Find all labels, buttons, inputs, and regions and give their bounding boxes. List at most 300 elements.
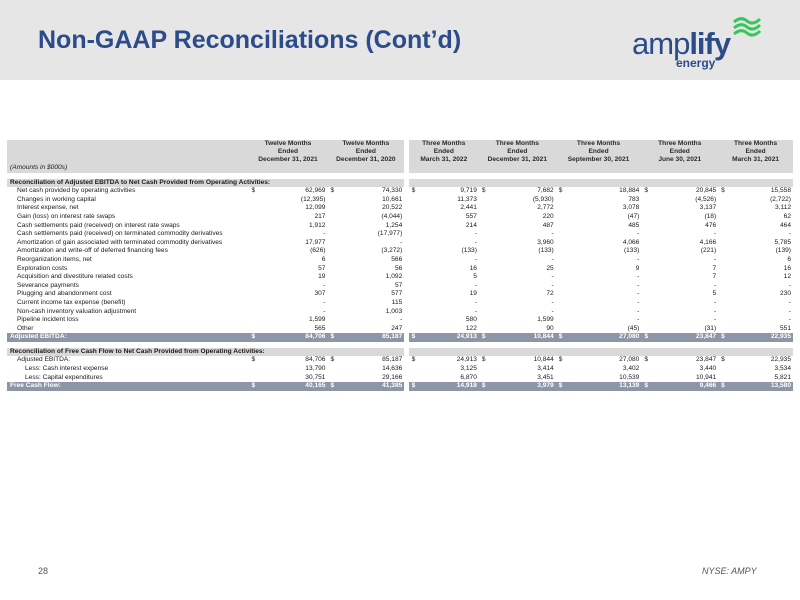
value-cell: (4,526)	[695, 195, 717, 203]
dollar-sign	[479, 239, 488, 248]
table-row	[7, 230, 793, 239]
value-cell: 15,558	[770, 187, 791, 195]
dollar-sign	[327, 265, 336, 274]
value-cell: 577	[391, 290, 403, 298]
value-cell: -	[713, 298, 717, 306]
value-cell: 12	[783, 273, 791, 281]
value-cell: 23,847	[696, 356, 717, 364]
dollar-sign	[248, 365, 257, 374]
dollar-sign	[327, 247, 336, 256]
value-cell: 485	[628, 221, 640, 229]
value-cell: 1,092	[385, 273, 403, 281]
row-label: Cash settlements paid (received) on terminated commodity derivatives	[17, 230, 223, 238]
dollar-sign	[556, 239, 565, 248]
dollar-sign	[479, 308, 488, 317]
dollar-sign	[409, 290, 418, 299]
row-label: Net cash provided by operating activities	[17, 187, 136, 195]
value-cell: 1,254	[385, 221, 403, 229]
value-cell: (47)	[627, 212, 640, 220]
dollar-sign	[409, 222, 418, 231]
value-cell: -	[474, 281, 477, 289]
row-label: Plugging and abandonment cost	[17, 290, 112, 298]
dollar-sign	[327, 273, 336, 282]
dollar-sign	[641, 290, 650, 299]
value-cell: 24,913	[456, 356, 477, 364]
value-cell: 5,785	[774, 238, 791, 246]
value-cell: 247	[391, 324, 403, 332]
value-cell: 57	[318, 264, 326, 272]
dollar-sign	[327, 230, 336, 239]
value-cell: 57	[394, 281, 403, 289]
dollar-sign	[248, 282, 257, 291]
dollar-sign: $	[409, 382, 418, 391]
value-cell: -	[323, 281, 326, 289]
value-cell: 72	[546, 290, 554, 298]
value-cell: 1,003	[385, 307, 403, 315]
row-label: Reorganization items, net	[17, 255, 92, 263]
value-cell: 27,080	[619, 356, 640, 364]
value-cell: 85,187	[382, 356, 403, 364]
table-row	[7, 213, 793, 222]
empty-cell	[718, 164, 793, 173]
table-row	[7, 239, 793, 248]
value-cell: (31)	[704, 324, 717, 332]
value-cell: 307	[314, 290, 326, 298]
dollar-sign	[409, 308, 418, 317]
table-row	[7, 204, 793, 213]
dollar-sign	[718, 365, 727, 374]
dollar-sign	[479, 282, 488, 291]
dollar-sign	[556, 230, 565, 239]
value-cell: (3,272)	[381, 247, 403, 255]
dollar-sign	[479, 316, 488, 325]
value-cell: 551	[779, 324, 791, 332]
value-cell: 3,534	[774, 365, 791, 373]
dollar-sign	[248, 256, 257, 265]
value-cell: 3,960	[537, 238, 554, 246]
table-row	[7, 256, 793, 265]
dollar-sign: $	[327, 333, 336, 342]
column-header: Three Months	[556, 140, 642, 148]
empty-cell	[718, 179, 793, 188]
empty-cell	[327, 164, 404, 173]
value-cell: -	[637, 298, 640, 306]
value-cell: 1,599	[308, 316, 326, 324]
empty-cell	[248, 164, 327, 173]
dollar-sign	[556, 222, 565, 231]
value-cell: 2,772	[537, 204, 554, 212]
dollar-sign	[718, 282, 727, 291]
column-header: Twelve Months	[327, 140, 404, 148]
dollar-sign: $	[327, 382, 336, 391]
dollar-sign	[248, 299, 257, 308]
dollar-sign	[327, 316, 336, 325]
column-header: Ended	[641, 148, 718, 156]
value-cell: 2,441	[460, 204, 477, 212]
dollar-sign: $	[248, 333, 257, 342]
value-cell: 22,935	[770, 356, 791, 364]
value-cell: (12,395)	[300, 195, 326, 203]
column-header: September 30, 2021	[556, 156, 642, 164]
column-header: December 31, 2021	[248, 156, 327, 164]
table-row	[7, 290, 793, 299]
dollar-sign	[718, 204, 727, 213]
value-cell: 84,706	[305, 356, 326, 364]
row-label: Adjusted EBITDA:	[7, 333, 248, 342]
dollar-sign	[641, 299, 650, 308]
empty-cell	[409, 179, 479, 188]
value-cell: 565	[314, 324, 326, 332]
table-row	[7, 308, 793, 317]
value-cell: -	[713, 230, 717, 238]
value-cell: -	[637, 290, 640, 298]
dollar-sign	[718, 196, 727, 205]
value-cell: 10,539	[619, 373, 640, 381]
value-cell: 23,847	[650, 333, 718, 342]
value-cell: -	[788, 307, 791, 315]
dollar-sign	[409, 204, 418, 213]
header-band	[0, 0, 800, 80]
dollar-sign: $	[330, 187, 335, 195]
dollar-sign	[641, 247, 650, 256]
dollar-sign	[248, 239, 257, 248]
value-cell: (17,977)	[377, 230, 403, 238]
dollar-sign	[718, 299, 727, 308]
value-cell: -	[551, 255, 554, 263]
value-cell: (5,930)	[532, 195, 554, 203]
dollar-sign	[409, 273, 418, 282]
value-cell: -	[551, 230, 554, 238]
row-label: Other	[17, 324, 34, 332]
dollar-sign	[641, 265, 650, 274]
value-cell: 7	[712, 273, 717, 281]
value-cell: -	[323, 307, 326, 315]
value-cell: 3,979	[488, 382, 556, 391]
dollar-sign: $	[411, 356, 416, 364]
value-cell: -	[788, 316, 791, 324]
dollar-sign	[248, 273, 257, 282]
dollar-sign	[556, 196, 565, 205]
dollar-sign	[641, 230, 650, 239]
value-cell: 214	[465, 221, 477, 229]
value-cell: 16	[783, 264, 791, 272]
dollar-sign	[556, 325, 565, 334]
value-cell: 5	[712, 290, 717, 298]
value-cell: 11,373	[457, 195, 477, 203]
dollar-sign	[718, 265, 727, 274]
dollar-sign	[479, 247, 488, 256]
dollar-sign	[479, 365, 488, 374]
amounts-note: (Amounts in $000s)	[7, 164, 248, 173]
dollar-sign	[641, 222, 650, 231]
value-cell: 9	[635, 264, 640, 272]
value-cell: 9,719	[460, 187, 477, 195]
logo-subtext: energy	[676, 56, 716, 70]
dollar-sign	[556, 308, 565, 317]
dollar-sign	[327, 204, 336, 213]
value-cell: 4,066	[622, 238, 640, 246]
value-cell: 5,821	[774, 373, 791, 381]
value-cell: -	[637, 316, 640, 324]
dollar-sign	[327, 196, 336, 205]
dollar-sign	[556, 265, 565, 274]
column-header: Three Months	[409, 140, 479, 148]
value-cell: (221)	[700, 247, 717, 255]
value-cell: 3,078	[622, 204, 640, 212]
dollar-sign	[409, 239, 418, 248]
dollar-sign	[248, 247, 257, 256]
value-cell: 217	[314, 212, 326, 220]
ticker-label: NYSE: AMPY	[702, 566, 757, 576]
value-cell: 17,977	[305, 238, 326, 246]
dollar-sign: $	[251, 356, 256, 364]
dollar-sign	[479, 265, 488, 274]
column-header: March 31, 2021	[718, 156, 793, 164]
dollar-sign	[327, 374, 336, 383]
value-cell: 27,080	[565, 333, 642, 342]
dollar-sign: $	[411, 187, 416, 195]
dollar-sign: $	[644, 356, 649, 364]
dollar-sign	[248, 222, 257, 231]
column-header: Ended	[556, 148, 642, 156]
amounts-note-row	[7, 164, 793, 173]
table-row	[7, 247, 793, 256]
value-cell: -	[474, 307, 477, 315]
value-cell: -	[713, 307, 717, 315]
dollar-sign	[409, 265, 418, 274]
row-label: Interest expense, net	[17, 204, 79, 212]
dollar-sign	[409, 213, 418, 222]
value-cell: -	[637, 273, 640, 281]
reconciliation-table-container	[7, 140, 793, 391]
table-row	[7, 187, 793, 196]
dollar-sign	[479, 222, 488, 231]
header-row	[7, 148, 793, 156]
dollar-sign: $	[718, 382, 727, 391]
value-cell: -	[400, 316, 403, 324]
dollar-sign	[641, 374, 650, 383]
value-cell: 19	[318, 273, 326, 281]
value-cell: 6	[321, 255, 326, 263]
row-label: Less: Capital expenditures	[25, 373, 103, 381]
dollar-sign	[718, 230, 727, 239]
company-logo	[632, 18, 762, 74]
dollar-sign: $	[721, 356, 725, 364]
dollar-sign	[718, 325, 727, 334]
value-cell: (133)	[461, 247, 477, 255]
total-row	[7, 382, 793, 391]
dollar-sign	[327, 325, 336, 334]
value-cell: -	[637, 307, 640, 315]
value-cell: 13,139	[565, 382, 642, 391]
dollar-sign: $	[481, 187, 486, 195]
header-label-cell	[7, 148, 248, 156]
value-cell: (626)	[310, 247, 326, 255]
value-cell: 16	[469, 264, 477, 272]
value-cell: -	[474, 230, 477, 238]
dollar-sign	[248, 204, 257, 213]
section-title-row	[7, 179, 793, 188]
column-header: Three Months	[641, 140, 718, 148]
dollar-sign	[409, 230, 418, 239]
value-cell: 230	[779, 290, 791, 298]
row-label: Severance payments	[17, 281, 79, 289]
dollar-sign: $	[558, 187, 563, 195]
value-cell: 1,599	[537, 316, 554, 324]
value-cell: 3,112	[774, 204, 791, 212]
value-cell: 19	[469, 290, 477, 298]
value-cell: -	[713, 316, 717, 324]
value-cell: 14,636	[382, 365, 403, 373]
dollar-sign	[641, 256, 650, 265]
dollar-sign	[479, 290, 488, 299]
table-row	[7, 299, 793, 308]
value-cell: 3,402	[622, 365, 640, 373]
dollar-sign: $	[641, 382, 650, 391]
value-cell: 84,706	[257, 333, 327, 342]
dollar-sign	[327, 365, 336, 374]
column-header: Ended	[248, 148, 327, 156]
dollar-sign	[327, 256, 336, 265]
dollar-sign	[556, 213, 565, 222]
empty-cell	[409, 348, 479, 357]
value-cell: 1,912	[308, 221, 326, 229]
dollar-sign: $	[330, 356, 335, 364]
value-cell: 566	[391, 255, 403, 263]
dollar-sign	[641, 273, 650, 282]
dollar-sign	[409, 325, 418, 334]
dollar-sign	[327, 222, 336, 231]
value-cell: 20,522	[382, 204, 403, 212]
dollar-sign: $	[644, 187, 649, 195]
column-header: Ended	[327, 148, 404, 156]
dollar-sign: $	[409, 333, 418, 342]
dollar-sign: $	[251, 187, 256, 195]
dollar-sign	[409, 365, 418, 374]
dollar-sign	[641, 365, 650, 374]
value-cell: 5	[473, 273, 477, 281]
value-cell: 20,845	[696, 187, 717, 195]
dollar-sign	[248, 308, 257, 317]
dollar-sign	[248, 325, 257, 334]
logo-waves-icon	[732, 14, 762, 40]
value-cell: -	[713, 255, 717, 263]
dollar-sign	[641, 282, 650, 291]
value-cell: 464	[779, 221, 791, 229]
value-cell: -	[474, 238, 477, 246]
dollar-sign	[327, 290, 336, 299]
value-cell: 90	[546, 324, 554, 332]
dollar-sign	[641, 325, 650, 334]
dollar-sign	[409, 247, 418, 256]
dollar-sign	[409, 316, 418, 325]
dollar-sign	[327, 239, 336, 248]
row-label: Amortization and write-off of deferred financing fees	[17, 247, 168, 255]
dollar-sign	[556, 247, 565, 256]
column-header: December 31, 2020	[327, 156, 404, 164]
value-cell: 220	[542, 212, 554, 220]
value-cell: 10,941	[696, 373, 717, 381]
dollar-sign	[479, 325, 488, 334]
table-row	[7, 196, 793, 205]
dollar-sign	[479, 374, 488, 383]
dollar-sign	[409, 374, 418, 383]
dollar-sign	[718, 290, 727, 299]
dollar-sign	[327, 213, 336, 222]
value-cell: (133)	[623, 247, 640, 255]
header-label-cell	[7, 140, 248, 148]
row-label: Adjusted EBITDA:	[17, 356, 71, 364]
value-cell: 10,661	[382, 195, 403, 203]
dollar-sign: $	[556, 382, 565, 391]
section-title: Reconciliation of Adjusted EBITDA to Net Cash Provided from Operating Activities:	[7, 179, 404, 188]
dollar-sign: $	[556, 333, 565, 342]
value-cell: 6,870	[460, 373, 477, 381]
row-label: Amortization of gain associated with terminated commodity derivatives	[17, 238, 223, 246]
dollar-sign	[327, 308, 336, 317]
value-cell: 18,884	[619, 187, 640, 195]
empty-cell	[641, 348, 718, 357]
value-cell: 3,137	[699, 204, 717, 212]
value-cell: (4,044)	[381, 212, 403, 220]
value-cell: -	[400, 238, 403, 246]
value-cell: -	[551, 307, 554, 315]
value-cell: -	[474, 255, 477, 263]
table-row	[7, 365, 793, 374]
header-label-cell	[7, 156, 248, 164]
value-cell: 13,790	[305, 365, 326, 373]
value-cell: 7	[712, 264, 717, 272]
row-label: Changes in working capital	[17, 195, 96, 203]
dollar-sign	[248, 316, 257, 325]
value-cell: 56	[394, 264, 403, 272]
dollar-sign	[718, 239, 727, 248]
logo-wordmark: amplify	[632, 26, 731, 61]
value-cell: 4,166	[699, 238, 717, 246]
dollar-sign	[641, 196, 650, 205]
value-cell: 580	[465, 316, 477, 324]
value-cell: 13,580	[727, 382, 793, 391]
dollar-sign: $	[641, 333, 650, 342]
dollar-sign	[641, 308, 650, 317]
value-cell: -	[637, 255, 640, 263]
value-cell: 40,165	[257, 382, 327, 391]
row-label: Exploration costs	[17, 264, 68, 272]
column-header: December 31, 2021	[479, 156, 556, 164]
empty-cell	[556, 348, 642, 357]
empty-cell	[409, 164, 479, 173]
value-cell: 3,125	[460, 365, 477, 373]
empty-cell	[556, 179, 642, 188]
value-cell: 783	[628, 195, 640, 203]
dollar-sign	[641, 204, 650, 213]
value-cell: -	[323, 230, 326, 238]
value-cell: 3,440	[699, 365, 717, 373]
dollar-sign	[556, 365, 565, 374]
dollar-sign: $	[481, 356, 486, 364]
empty-cell	[718, 348, 793, 357]
dollar-sign	[409, 282, 418, 291]
value-cell: 74,330	[382, 187, 403, 195]
dollar-sign	[248, 265, 257, 274]
empty-cell	[641, 164, 718, 173]
row-label: Less: Cash interest expense	[25, 365, 109, 373]
dollar-sign	[479, 196, 488, 205]
value-cell: -	[637, 230, 640, 238]
dollar-sign	[409, 299, 418, 308]
value-cell: 3,451	[537, 373, 554, 381]
section-title: Reconciliation of Free Cash Flow to Net Cash Provided from Operating Activities:	[7, 348, 404, 357]
